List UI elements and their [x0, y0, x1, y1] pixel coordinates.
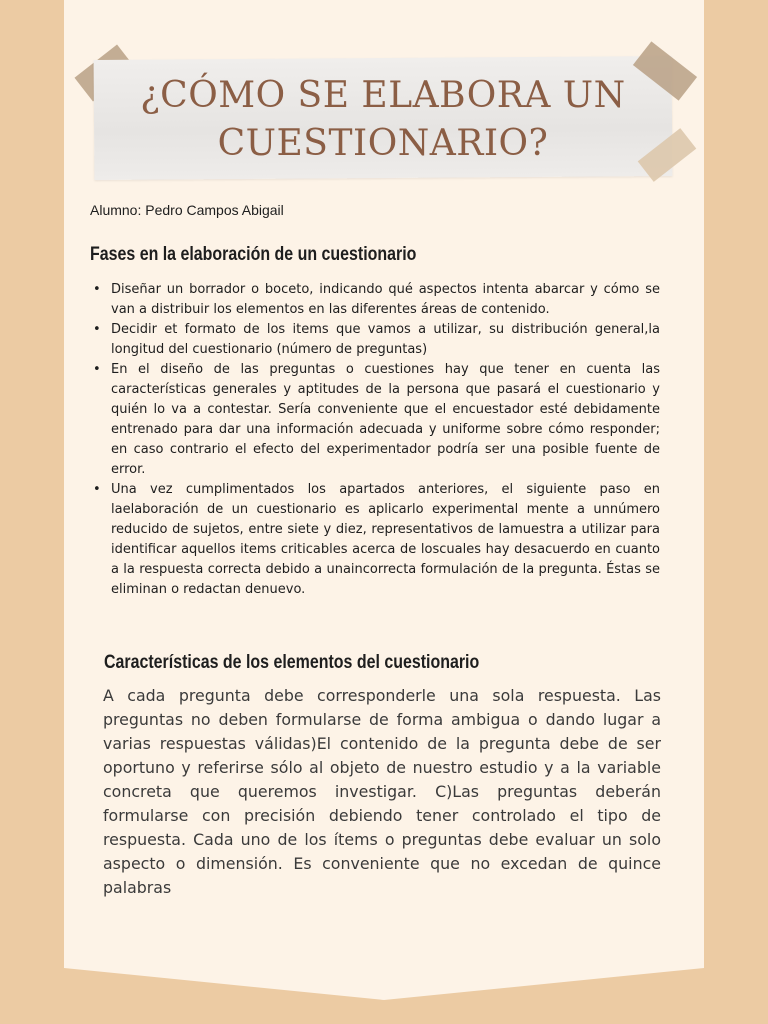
bullet-icon: •	[93, 362, 101, 377]
list-item	[90, 360, 660, 480]
page-title: ¿CÓMO SE ELABORA UN CUESTIONARIO?	[140, 75, 626, 164]
section-heading-phases: Fases en la elaboración de un cuestionario	[90, 244, 417, 265]
section-heading-characteristics: Características de los elementos del cuestionario	[104, 652, 480, 673]
list-item-text: Decidir et formato de los items que vamos a utilizar, su distribución general,la longitud del cuestionario (número de preguntas)	[111, 322, 660, 357]
bullet-icon: •	[93, 322, 101, 337]
list-item-text: En el diseño de las preguntas o cuestiones hay que tener en cuenta las características generales y aptitudes de la persona que pasará el cuestionario y quién lo va a contestar. Sería conveniente que el encuestador esté debidamente entrenado para dar una información adecuada y uniforme sobre cómo responder; en caso contrario el efecto del experimentador podría ser una posible fuente de error.	[111, 362, 660, 477]
bullet-icon: •	[93, 282, 101, 297]
list-item	[90, 480, 660, 600]
bullet-icon: •	[93, 482, 101, 497]
list-item-text: Una vez cumplimentados los apartados anteriores, el siguiente paso en laelaboración de un cuestionario es aplicarlo experimental mente a unnúmero reducido de sujetos, entre siete y diez, representativos de lamuestra a utilizar para identificar aquellos items criticables acerca de loscuales hay desacuerdo en cuanto a la respuesta correcta debido a unaincorrecta formulación de la pregunta. Éstas se eliminan o redactan denuevo.	[111, 482, 660, 597]
list-item	[90, 320, 660, 360]
characteristics-paragraph: A cada pregunta debe corresponderle una sola respuesta. Las preguntas no deben formularse de forma ambigua o dando lugar a varias respuestas válidas)El contenido de la pregunta debe de ser oportuno y referirse sólo al objeto de nuestro estudio y a la variable concreta que queremos investigar. C)Las preguntas deberán formularse con precisión debiendo tener controlado el tipo de respuesta. Cada uno de los ítems o preguntas debe evaluar un solo aspecto o dimensión. Es conveniente que no excedan de quince palabras	[103, 686, 661, 897]
student-name: Alumno: Pedro Campos Abigail	[90, 202, 284, 218]
phases-list	[90, 280, 660, 600]
list-item-text: Diseñar un borrador o boceto, indicando qué aspectos intenta abarcar y cómo se van a distribuir los elementos en las diferentes áreas de contenido.	[111, 282, 660, 317]
list-item	[90, 280, 660, 320]
